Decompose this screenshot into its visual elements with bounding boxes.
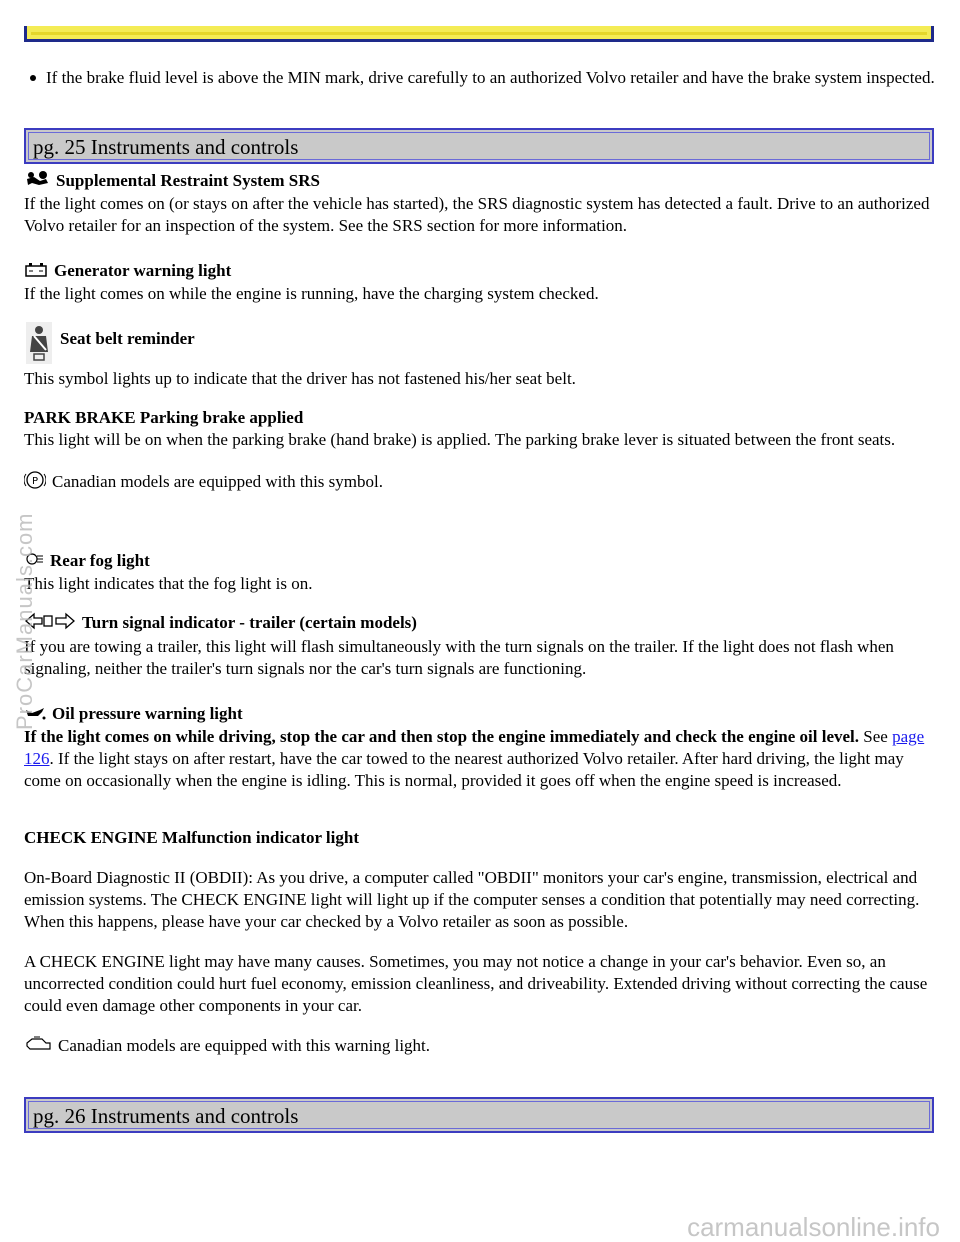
trailer-turn-heading: Turn signal indicator - trailer (certain models) xyxy=(82,613,417,632)
generator-heading: Generator warning light xyxy=(54,261,232,280)
srs-section xyxy=(24,170,936,237)
side-watermark: ProCarManuals.com xyxy=(12,512,37,730)
check-engine-paragraph-1: On-Board Diagnostic II (OBDII): As you drive, a computer called "OBDII" monitors your car's engine, transmission, electrical and emission systems. The CHECK ENGINE light will light up if the computer senses a condition that potentially may need correcting. When this happens, please have your car checked by a Volvo retailer as soon as possible. xyxy=(24,868,920,931)
top-decorative-bar xyxy=(24,26,934,42)
check-engine-canadian-note: Canadian models are equipped with this warning light. xyxy=(58,1036,431,1055)
seatbelt-icon xyxy=(26,322,52,370)
section-header-pg25 xyxy=(24,128,934,164)
bullet-dot xyxy=(30,75,36,81)
brake-fluid-bullet: If the brake fluid level is above the MIN mark, drive carefully to an authorized Volvo retailer and have the brake system inspected. xyxy=(24,67,936,89)
footer-watermark: carmanualsonline.info xyxy=(687,1212,940,1242)
generator-section xyxy=(24,260,936,305)
svg-text:P: P xyxy=(32,476,39,487)
srs-heading: Supplemental Restraint System SRS xyxy=(56,171,320,190)
section-header-pg26 xyxy=(24,1097,934,1133)
parking-brake-icon xyxy=(24,469,46,497)
battery-icon xyxy=(24,261,48,283)
parkbrake-canadian-note: Canadian models are equipped with this symbol. xyxy=(52,471,383,491)
rear-fog-heading: Rear fog light xyxy=(50,551,150,570)
parkbrake-heading: PARK BRAKE Parking brake applied xyxy=(24,408,304,427)
parkbrake-body: This light will be on when the parking brake (hand brake) is applied. The parking brake lever is situated between the front seats. xyxy=(24,430,896,449)
oil-bold-warning: If the light comes on while driving, stop the car and then stop the engine immediately and check the engine oil level. xyxy=(24,727,860,747)
oil-pressure-section xyxy=(24,703,936,792)
seatbelt-body: This symbol lights up to indicate that the driver has not fastened his/her seat belt. xyxy=(24,369,576,388)
rear-fog-body: This light indicates that the fog light is on. xyxy=(24,574,313,594)
rear-fog-section xyxy=(24,550,936,595)
seatbelt-heading: Seat belt reminder xyxy=(60,329,195,348)
srs-body: If the light comes on (or stays on after the vehicle has started), the SRS diagnostic system has detected a fault. Drive to an authorized Volvo retailer for an inspection of the system. See the SRS section for more information. xyxy=(24,194,930,236)
section-title: pg. 26 Instruments and controls xyxy=(28,1101,930,1129)
page-126-link[interactable]: page 126 xyxy=(24,727,925,769)
check-engine-heading: CHECK ENGINE Malfunction indicator light xyxy=(24,828,359,847)
check-engine-paragraph-2: A CHECK ENGINE light may have many causes. Sometimes, you may not notice a change in your car's behavior. Even so, an uncorrected condition could hurt fuel economy, emission cleanliness, and driveability. Extended driving without correcting the cause could even damage other components in your car. xyxy=(24,952,928,1015)
trailer-turn-section xyxy=(24,612,936,680)
oil-body: If the light comes on while driving, stop the car and then stop the engine immediately and check the engine oil level. See page 126. If the light stays on after restart, have the car towed to the nearest authorized Volvo retailer. After hard driving, the light may come on occasionally when the engine is idling. This is normal, provided it goes off when the engine speed is increased. xyxy=(24,727,925,791)
oil-heading: Oil pressure warning light xyxy=(52,704,243,723)
airbag-icon xyxy=(24,171,50,193)
seatbelt-section xyxy=(24,322,936,390)
trailer-turn-body: If you are towing a trailer, this light will flash simultaneously with the turn signals on the trailer. If the light does not flash when signaling, neither the trailer's turn signals nor the car's turn signals are functioning. xyxy=(24,637,894,679)
engine-icon xyxy=(24,1035,52,1059)
generator-body: If the light comes on while the engine is running, have the charging system checked. xyxy=(24,284,599,304)
parkbrake-section xyxy=(24,407,936,497)
check-engine-section xyxy=(24,827,936,1059)
section-title: pg. 25 Instruments and controls xyxy=(28,132,930,160)
